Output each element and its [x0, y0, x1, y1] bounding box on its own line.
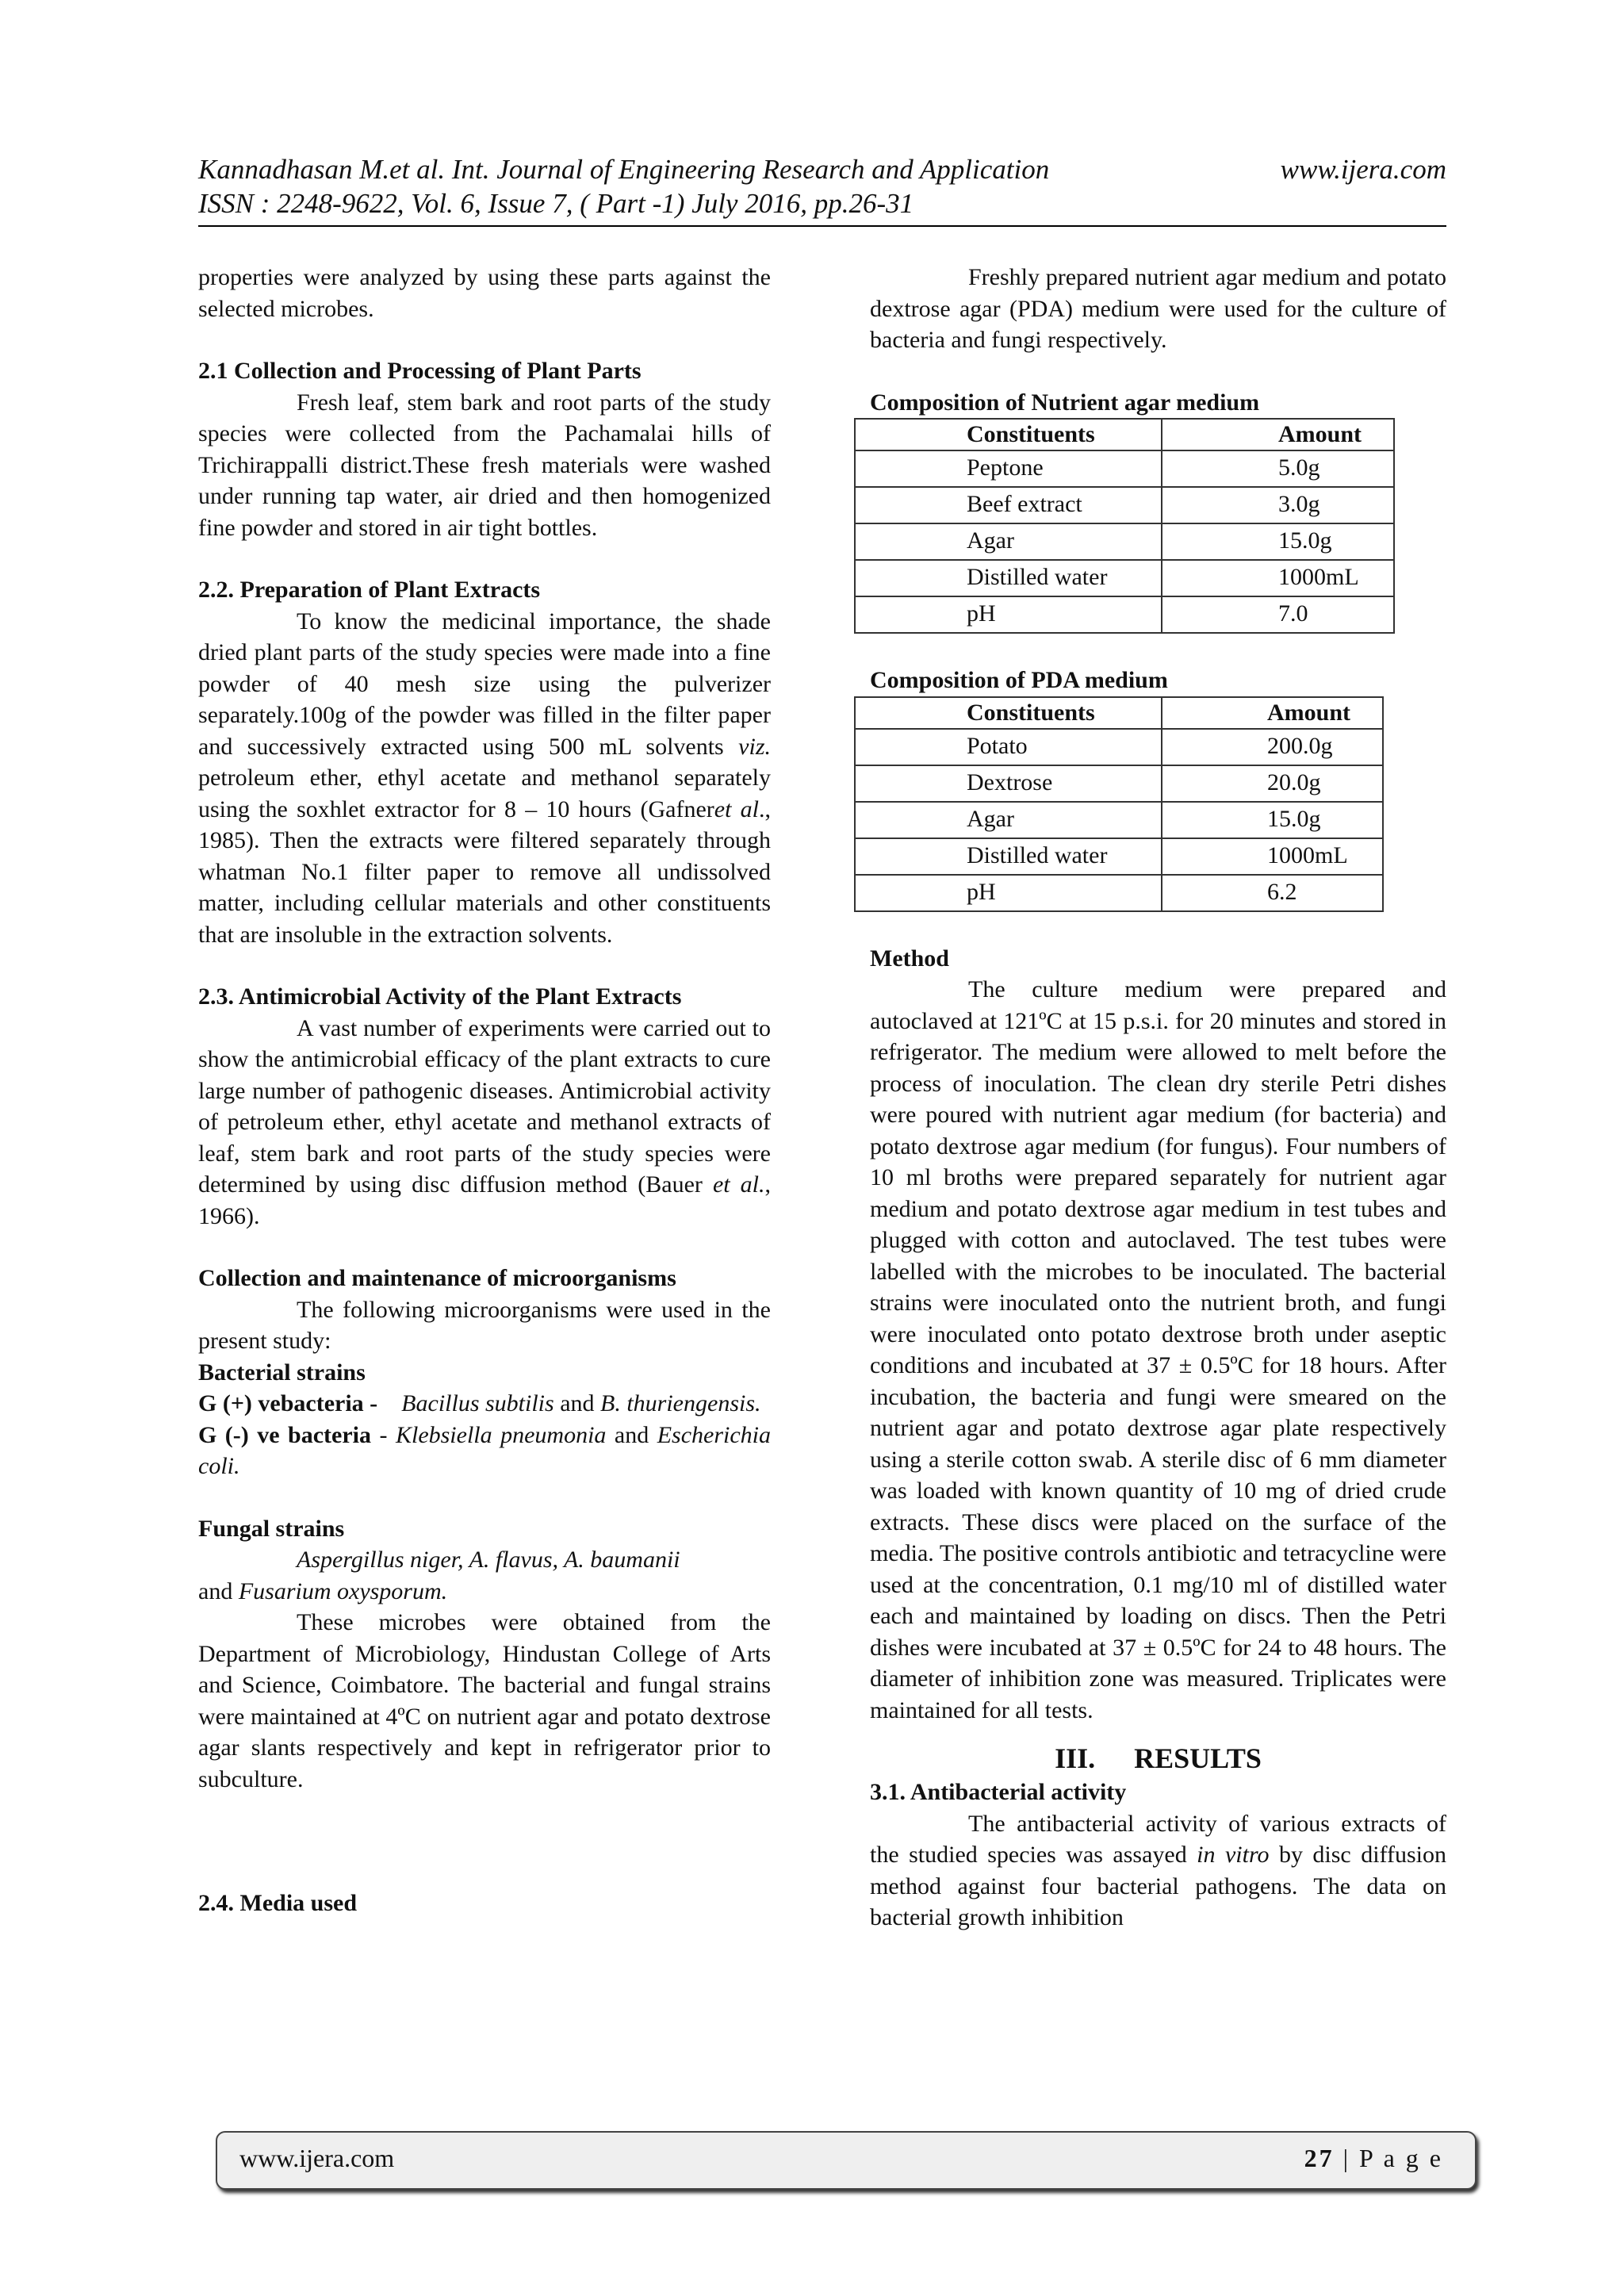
gram-positive-line: G (+) vebacteria - Bacillus subtilis and B. thuriengensis.	[198, 1390, 761, 1416]
section-2-2-heading: 2.2. Preparation of Plant Extracts	[198, 577, 541, 603]
fungal-species-line: Aspergillus niger, A. flavus, A. baumanii	[297, 1547, 680, 1573]
table-row: Distilled water 1000mL	[855, 838, 1383, 875]
section-2-3-heading: 2.3. Antimicrobial Activity of the Plant Extracts	[198, 983, 682, 1010]
table-header: Constituents	[855, 419, 1162, 450]
nutrient-agar-table	[854, 418, 1395, 634]
section-2-2-text: To know the medicinal importance, the shade dried plant parts of the study species were made into a fine powder of 40 mesh size using the pulverizer separately.100g of the powder was filled in the filter paper and successively extracted using 500 mL solvents viz. petroleum ether, ethyl acetate and methanol separately using the soxhlet extractor for 8 – 10 hours (Gafneret al., 1985). Then the extracts were filtered separately through whatman No.1 filter paper to remove all undissolved matter, including cellular materials and other constituents that are insoluble in the extraction solvents.	[198, 608, 771, 948]
journal-website[interactable]: www.ijera.com	[1280, 154, 1446, 185]
collection-heading: Collection and maintenance of microorganisms	[198, 1265, 676, 1291]
table-row: Peptone 5.0g	[855, 450, 1394, 487]
section-3-1-text: The antibacterial activity of various extracts of the studied species was assayed in vitro by disc diffusion method against four bacterial pathogens. The data on bacterial growth inhibition	[870, 1810, 1446, 1930]
fungal-strains-heading: Fungal strains	[198, 1515, 345, 1542]
table-header: Amount	[1162, 419, 1394, 450]
table-row: pH 6.2	[855, 875, 1383, 911]
issn-line: ISSN : 2248-9622, Vol. 6, Issue 7, ( Part -1) July 2016, pp.26-31	[198, 188, 914, 219]
intro-paragraph: properties were analyzed by using these parts against the selected microbes.	[198, 264, 771, 322]
page-number: 27 | P a g e	[1304, 2144, 1443, 2172]
table-row: Potato 200.0g	[855, 729, 1383, 765]
section-2-1-heading: 2.1 Collection and Processing of Plant Parts	[198, 358, 642, 384]
fungal-species-line-2: and Fusarium oxysporum.	[198, 1577, 448, 1604]
section-2-3-text: A vast number of experiments were carried out to show the antimicrobial efficacy of the plant extracts to cure large number of pathogenic diseases. Antimicrobial activity of petroleum ether, ethyl acetate and methanol extracts of leaf, stem bark and root parts of the study species were determined by using disc diffusion method (Bauer et al., 1966).	[198, 1014, 771, 1229]
method-text: The culture medium were prepared and autoclaved at 121ºC at 15 p.s.i. for 20 minutes and stored in refrigerator. The medium were allowed to melt before the process of inoculation. The clean dry sterile Petri dishes were poured with nutrient agar medium (for bacteria) and potato dextrose agar medium (for fungus). Four numbers of 10 ml broths were prepared separately for nutrient agar medium and potato dextrose agar medium in test tubes and plugged with cotton and autoclaved. The test tubes were labelled with the microbes to be inoculated. The bacterial strains were inoculated onto the nutrient broth, and fungi were inoculated onto potato dextrose broth under aseptic conditions and incubated at 37 ± 0.5ºC for 18 hours. After incubation, the bacteria and fungi were smeared on the nutrient agar and potato dextrose agar plate respectively using a sterile cotton swab. A sterile disc of 6 mm diameter was loaded with known quantity of 10 mg of dried crude extracts. These discs were placed on the surface of the media. The positive controls antibiotic and tetracycline were used at the concentration, 0.1 mg/10 ml of distilled water each and maintained by loading on discs. Then the Petri dishes were incubated at 37 ± 0.5ºC for 24 to 48 hours. The diameter of inhibition zone was measured. Triplicates were maintained for all tests.	[870, 976, 1446, 1723]
page-footer	[216, 2131, 1477, 2190]
gram-negative-line: G (-) ve bacteria - Klebsiella pneumonia and Escherichia coli.	[198, 1421, 771, 1479]
section-2-4-heading: 2.4. Media used	[198, 1890, 358, 1916]
table-row: pH 7.0	[855, 596, 1394, 633]
bacterial-strains-heading: Bacterial strains	[198, 1359, 366, 1386]
right-column	[870, 262, 1446, 1934]
pda-table-title: Composition of PDA medium	[870, 667, 1168, 693]
section-2-1-text: Fresh leaf, stem bark and root parts of the study species were collected from the Pachamalai hills of Trichirappalli district.These fresh materials were washed under running tap water, air dried and then homogenized fine powder and stored in air tight bottles.	[198, 389, 771, 541]
journal-citation: Kannadhasan M.et al. Int. Journal of Engineering Research and Application	[198, 154, 1050, 185]
table-row: Agar 15.0g	[855, 523, 1394, 560]
table-header: Amount	[1162, 697, 1383, 729]
microbe-source-text: These microbes were obtained from the Department of Microbiology, Hindustan College of Arts and Science, Coimbatore. The bacterial and fungal strains were maintained at 4ºC on nutrient agar and potato dextrose agar slants respectively and kept in refrigerator prior to subculture.	[198, 1609, 771, 1792]
table-row: Distilled water 1000mL	[855, 560, 1394, 596]
method-heading: Method	[870, 945, 949, 972]
section-3-1-heading: 3.1. Antibacterial activity	[870, 1779, 1127, 1805]
results-heading: III. RESULTS	[1055, 1742, 1262, 1774]
table-row: Agar 15.0g	[855, 802, 1383, 838]
footer-website[interactable]: www.ijera.com	[239, 2144, 395, 2172]
running-header	[198, 152, 1446, 227]
pda-table	[854, 696, 1384, 912]
table-row: Dextrose 20.0g	[855, 765, 1383, 802]
table-header: Constituents	[855, 697, 1162, 729]
table-row: Beef extract 3.0g	[855, 487, 1394, 523]
nutrient-agar-table-title: Composition of Nutrient agar medium	[870, 389, 1260, 416]
left-column	[198, 262, 771, 1919]
media-intro-text: Freshly prepared nutrient agar medium and potato dextrose agar (PDA) medium were used for the culture of bacteria and fungi respectively.	[870, 264, 1446, 353]
collection-text: The following microorganisms were used in the present study:	[198, 1296, 771, 1354]
